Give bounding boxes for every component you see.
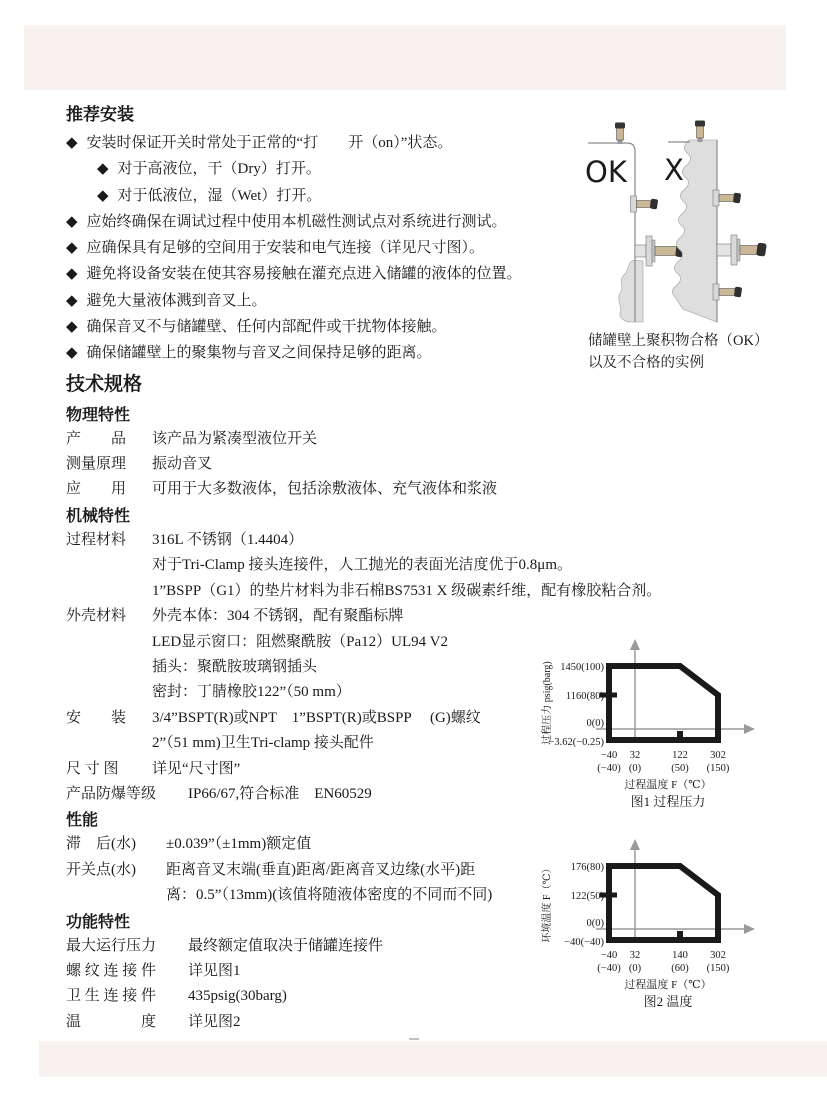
x-tick-label: 32 [629, 950, 641, 961]
spec-row [66, 528, 766, 553]
bullet-diamond-icon: ◆ [97, 187, 109, 204]
spec-label: 最大运行压力 [66, 937, 157, 954]
y-axis-title: 过程压力 psig(barg) [542, 661, 553, 745]
page-mark [409, 1038, 419, 1040]
chart-caption: 图2 温度 [643, 994, 693, 1009]
wall-buildup-left [619, 260, 643, 322]
bullet-diamond-icon: ◆ [66, 345, 78, 362]
spec-label: 开关点(水) [66, 861, 136, 878]
y-tick-label: 122(50) [570, 891, 604, 902]
chart-caption: 图1 过程压力 [630, 794, 706, 809]
spec-row [66, 427, 766, 452]
spec-label [66, 553, 152, 578]
x-tick-label: 32 [629, 750, 641, 761]
spec-label: 外壳材料 [66, 608, 127, 625]
y-axis-arrow-icon [630, 639, 640, 650]
spec-value: 该产品为紧凑型液位开关 [152, 430, 318, 447]
spec-label: 安 装 [66, 709, 127, 726]
x-tick-label: (60) [671, 963, 689, 974]
y-tick-label: −40(−40) [564, 937, 604, 948]
spec-value: 详见“尺寸图” [152, 760, 241, 777]
y-tick-label: 176(80) [570, 862, 604, 873]
top-banner [24, 25, 786, 90]
bottom-banner [39, 1041, 827, 1077]
spec-row [66, 477, 766, 502]
bullet-text: 应确保具有足够的空间用于安装和电气连接（详见尺寸图）。 [86, 240, 485, 257]
x-axis-arrow-icon [744, 724, 755, 734]
fork-switch-icon [713, 284, 742, 300]
fork-switch-icon [615, 123, 625, 145]
x-tick-label: (0) [628, 963, 642, 974]
spec-label [66, 731, 152, 756]
subheading-physical: 物理特性 [66, 406, 131, 424]
x-axis-title: 过程温度 F（℃） [624, 779, 712, 791]
x-tick-label: (150) [706, 963, 730, 974]
spec-row [66, 553, 766, 578]
illustration-caption-line2: 以及不合格的实例 [588, 355, 704, 371]
x-tick-label: (0) [628, 763, 642, 774]
spec-value: LED显示窗口：阻燃聚酰胺（Pa12）UL94 V2 [152, 633, 448, 650]
spec-label [66, 655, 152, 680]
x-tick-label: 140 [672, 950, 688, 961]
bullet-diamond-icon: ◆ [66, 266, 78, 283]
spec-value: 1”BSPP（G1）的垫片材料为非石棉BS7531 X 级碳素纤维，配有橡胶粘合剂。 [152, 582, 662, 599]
spec-label [66, 883, 166, 908]
illustration-caption-line1: 储罐壁上聚积物合格（OK） [588, 333, 769, 349]
x-tick-label: 302 [710, 750, 726, 761]
x-tick-label: 302 [710, 950, 726, 961]
tank-wall-drawing [572, 120, 802, 335]
bullet-text: 确保储罐壁上的聚集物与音叉之间保持足够的距离。 [86, 345, 432, 362]
spec-value: 距离音叉末端(垂直)距离/距离音叉边缘(水平)距 [166, 861, 476, 878]
bullet-diamond-icon: ◆ [66, 319, 78, 336]
spec-value: 外壳本体：304 不锈钢，配有聚酯标牌 [152, 608, 404, 625]
spec-label: 滞 后(水) [66, 836, 136, 853]
spec-value: 2”（51 mm)卫生Tri-clamp 接头配件 [152, 735, 374, 752]
spec-value: ±0.039”（±1mm)额定值 [166, 836, 312, 853]
bullet-text: 对于高液位，干（Dry）打开。 [117, 161, 321, 178]
spec-label: 尺 寸 图 [66, 760, 119, 777]
spec-row [66, 452, 766, 477]
spec-label [66, 680, 152, 705]
spec-label: 产 品 [66, 430, 127, 447]
fork-switch-icon [713, 190, 741, 206]
x-label: X [664, 153, 684, 187]
x-tick-label: (−40) [597, 963, 621, 974]
y-tick-label: 1160(80) [565, 691, 604, 702]
chart2-svg [538, 828, 810, 1016]
spec-value: 3/4”BSPT(R)或NPT 1”BSPT(R)或BSPP (G)螺纹 [152, 709, 481, 726]
bullet-diamond-icon: ◆ [66, 240, 78, 257]
spec-label: 过程材料 [66, 531, 127, 548]
bullet-text: 对于低液位，湿（Wet）打开。 [117, 187, 322, 204]
spec-value: 详见图2 [188, 1013, 241, 1030]
y-axis-arrow-icon [630, 839, 640, 850]
bullet-diamond-icon: ◆ [66, 292, 78, 309]
x-tick-label: (−40) [597, 763, 621, 774]
x-tick-label: 122 [672, 750, 688, 761]
chart-temperature [538, 828, 810, 1021]
bullet-text: 应始终确保在调试过程中使用本机磁性测试点对系统进行测试。 [86, 213, 507, 230]
spec-label [66, 579, 152, 604]
spec-label: 温 度 [66, 1013, 157, 1030]
ok-label: OK [585, 155, 627, 189]
fork-switch-icon [631, 196, 659, 212]
bullet-text: 避免将设备安装在使其容易接触在灌充点进入储罐的液体的位置。 [86, 266, 522, 283]
chart-process-pressure [538, 628, 810, 821]
tick-140 [677, 931, 683, 938]
x-tick-label: −40 [600, 950, 618, 961]
spec-value: 插头：聚酰胺玻璃钢插头 [152, 658, 318, 675]
spec-value: 对于Tri-Clamp 接头连接件，人工抛光的表面光洁度优于0.8μm。 [152, 557, 573, 574]
bullet-text: 安装时保证开关时常处于正常的“打 开（on）”状态。 [86, 135, 453, 151]
y-tick-label: −3.62(−0.25) [548, 737, 604, 748]
chart1-svg [538, 628, 810, 816]
x-tick-label: (50) [671, 763, 689, 774]
y-tick-label: 0(0) [586, 918, 604, 929]
subheading-functional: 功能特性 [66, 913, 131, 931]
bullet-diamond-icon: ◆ [97, 161, 109, 178]
tick-122 [677, 731, 683, 738]
bullet-diamond-icon: ◆ [66, 135, 78, 151]
spec-value: 435psig(30barg) [188, 988, 287, 1005]
y-tick-label: 1450(100) [560, 662, 604, 673]
section-heading-install: 推荐安装 [66, 105, 134, 124]
spec-row [66, 604, 766, 629]
x-axis-arrow-icon [744, 924, 755, 934]
bullet-diamond-icon: ◆ [66, 213, 78, 230]
spec-label: 产品防爆等级 [66, 785, 157, 802]
spec-value: 离：0.5”（13mm)(该值将随液体密度的不同而不同) [166, 887, 493, 904]
fork-switch-icon [695, 121, 705, 143]
spec-value: 密封：丁腈橡胶122”（50 mm） [152, 684, 351, 701]
bullet-text: 避免大量液体溅到音叉上。 [86, 292, 267, 309]
spec-row [66, 579, 766, 604]
spec-label: 应 用 [66, 481, 127, 498]
x-tick-label: (150) [706, 763, 730, 774]
spec-value: 最终额定值取决于储罐连接件 [188, 937, 384, 954]
y-axis-title: 环境温度 F（℃） [542, 863, 553, 943]
spec-label: 卫 生 连 接 件 [66, 988, 157, 1005]
spec-label: 测量原理 [66, 456, 127, 473]
x-tick-label: −40 [600, 750, 618, 761]
spec-value: 详见图1 [188, 962, 241, 979]
installation-illustration [572, 120, 802, 340]
fork-switch-icon [717, 235, 767, 265]
y-tick-label: 0(0) [586, 718, 604, 729]
subheading-performance: 性能 [66, 812, 99, 830]
section-heading-specs: 技术规格 [66, 373, 143, 395]
spec-label [66, 630, 152, 655]
bullet-text: 确保音叉不与储罐壁、任何内部配件或干扰物体接触。 [86, 319, 447, 336]
spec-label: 螺 纹 连 接 件 [66, 962, 157, 979]
spec-value: 可用于大多数液体，包括涂敷液体、充气液体和浆液 [152, 481, 498, 498]
subheading-mechanical: 机械特性 [66, 507, 131, 525]
spec-value: 316L 不锈钢（1.4404） [152, 531, 304, 548]
x-axis-title: 过程温度 F（℃） [624, 979, 712, 991]
spec-value: IP66/67,符合标准 EN60529 [188, 785, 372, 802]
spec-value: 振动音叉 [152, 456, 213, 473]
